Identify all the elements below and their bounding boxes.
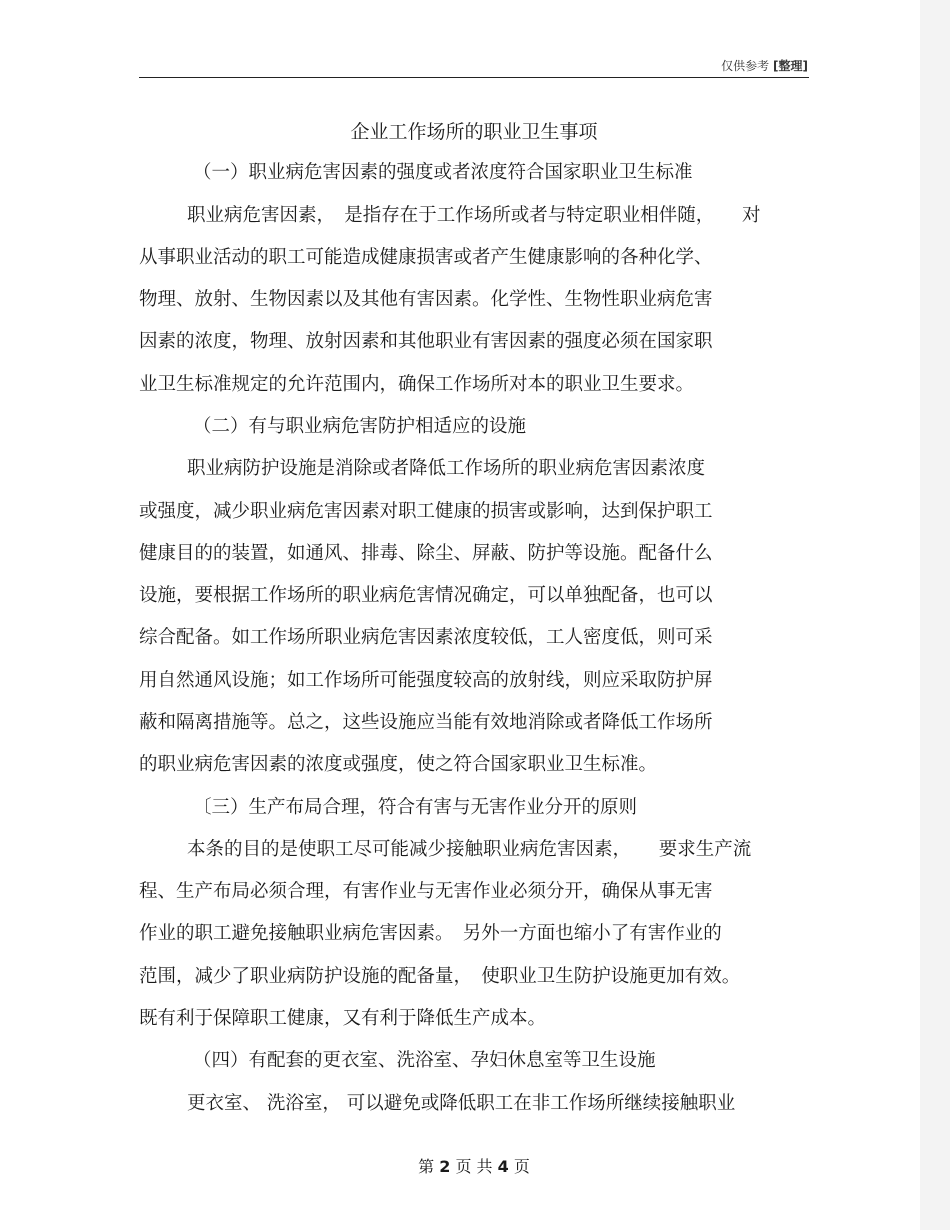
text-line: 或强度，减少职业病危害因素对职工健康的损害或影响，达到保护职工 [139, 501, 713, 522]
section-heading-2: （二）有与职业病危害防护相适应的设施 [193, 416, 527, 437]
text-line: 作业的职工避免接触职业病危害因素。 另外一方面也缩小了有害作业的 [139, 923, 722, 944]
text-line: 职业病防护设施是消除或者降低工作场所的职业病危害因素浓度 [187, 458, 706, 479]
header-tag: [整理] [773, 59, 808, 73]
footer-label-ye-gong: 页 共 [455, 1157, 493, 1176]
text-line: 蔽和隔离措施等。总之，这些设施应当能有效地消除或者降低工作场所 [139, 712, 713, 733]
section-heading-1: （一）职业病危害因素的强度或者浓度符合国家职业卫生标准 [193, 162, 693, 183]
text-line: 从事职业活动的职工可能造成健康损害或者产生健康影响的各种化学、 [139, 247, 713, 268]
header-note-text: 仅供参考 [721, 59, 770, 73]
footer-label-ye: 页 [513, 1157, 530, 1176]
text-line: 既有利于保障职工健康，又有利于降低生产成本。 [139, 1008, 547, 1029]
text-line: 的职业病危害因素的浓度或强度，使之符合国家职业卫生标准。 [139, 754, 658, 775]
section-heading-3: 〔三）生产布局合理，符合有害与无害作业分开的原则 [193, 797, 638, 818]
text-line: 职业病危害因素， 是指存在于工作场所或者与特定职业相伴随， 对 [187, 205, 761, 226]
text-line: 范围，减少了职业病防护设施的配备量， 使职业卫生防护设施更加有效。 [139, 966, 741, 987]
text-line: 设施，要根据工作场所的职业病危害情况确定，可以单独配备，也可以 [139, 585, 713, 606]
text-line: 用自然通风设施；如工作场所可能强度较高的放射线，则应采取防护屏 [139, 670, 713, 691]
text-line: 程、生产布局必须合理，有害作业与无害作业必须分开，确保从事无害 [139, 881, 713, 902]
text-line: 综合配备。如工作场所职业病危害因素浓度较低，工人密度低，则可采 [139, 627, 713, 648]
header-note [600, 57, 808, 74]
text-line: 业卫生标准规定的允许范围内，确保工作场所对本的职业卫生要求。 [139, 374, 695, 395]
page-current: 2 [439, 1157, 451, 1176]
text-line: 更衣室、 洗浴室， 可以避免或降低职工在非工作场所继续接触职业 [187, 1093, 736, 1114]
document-title: 企业工作场所的职业卫生事项 [350, 121, 598, 143]
page-footer [139, 1154, 809, 1177]
footer-label-di: 第 [418, 1157, 435, 1176]
section-heading-4: （四）有配套的更衣室、洗浴室、孕妇休息室等卫生设施 [193, 1050, 656, 1071]
text-line: 健康目的的装置，如通风、排毒、除尘、屏蔽、防护等设施。配备什么 [139, 543, 713, 564]
page-total: 4 [497, 1157, 509, 1176]
text-line: 物理、放射、生物因素以及其他有害因素。化学性、生物性职业病危害 [139, 289, 713, 310]
header-rule [139, 77, 809, 78]
text-line: 本条的目的是使职工尽可能减少接触职业病危害因素， 要求生产流 [187, 839, 752, 860]
text-line: 因素的浓度，物理、放射因素和其他职业有害因素的强度必须在国家职 [139, 331, 713, 352]
